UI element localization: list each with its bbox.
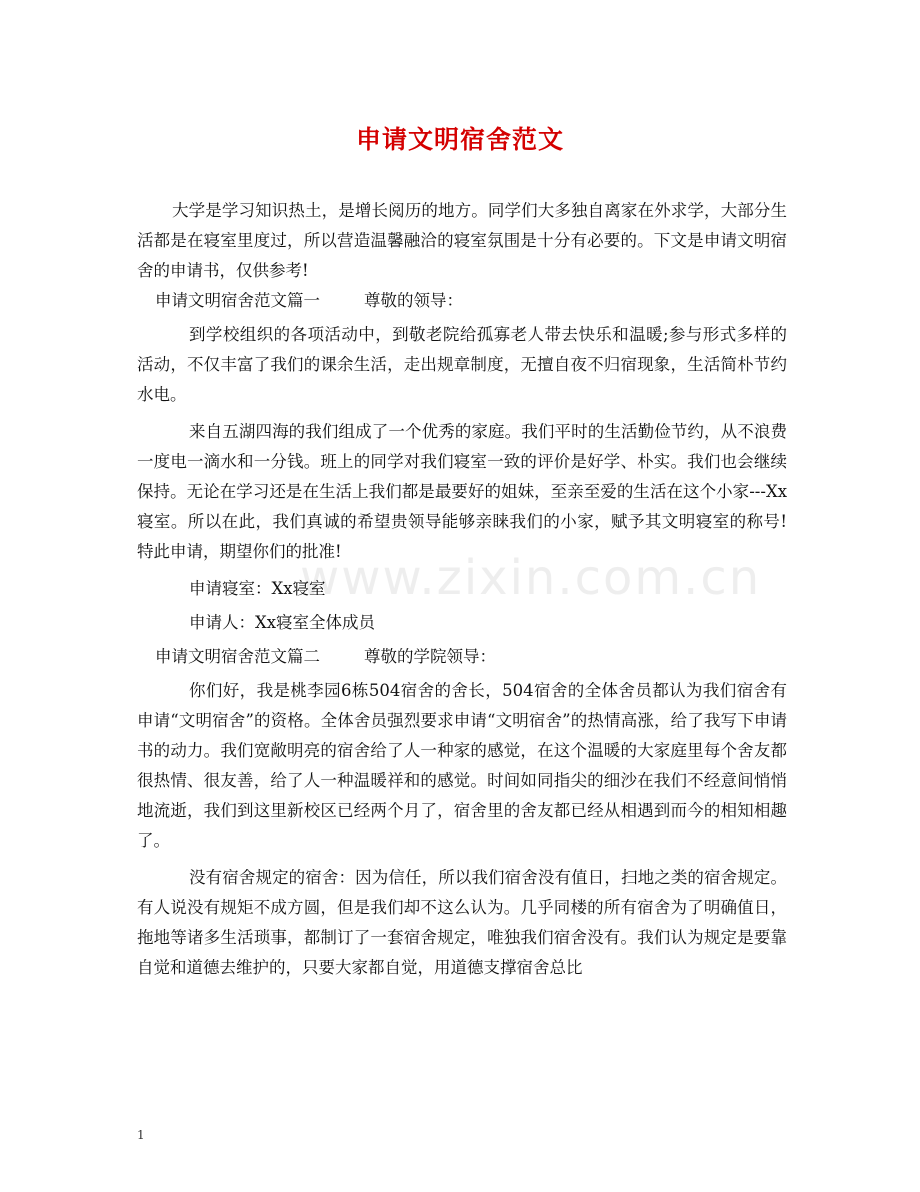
section2-heading-line [137, 642, 787, 672]
section2-heading: 申请文明宿舍范文篇二 [155, 647, 320, 666]
document-body [137, 196, 787, 990]
watermark: www.zixin.com.cn [300, 550, 762, 606]
section1-heading-line [137, 286, 787, 316]
page-number: 1 [137, 1128, 145, 1142]
section2-salutation: 尊敬的学院领导： [364, 647, 496, 666]
section2-paragraph-2: 没有宿舍规定的宿舍：因为信任，所以我们宿舍没有值日，扫地之类的宿舍规定。有人说没有规矩不成方圆，但是我们却不这么认为。几乎同楼的所有宿舍为了明确值日，拖地等诸多生活琐事，都制订了一套宿舍规定，唯独我们宿舍没有。我们认为规定是要靠自觉和道德去维护的，只要大家都自觉，用道德支撑宿舍总比 [137, 868, 787, 977]
section2-paragraph-1: 你们好，我是桃李园6栋504宿舍的舍长，504宿舍的全体舍员都认为我们宿舍有申请“文明宿舍”的资格。全体舍员强烈要求申请“文明宿舍”的热情高涨，给了我写下申请书的动力。我们宽敞明亮的宿舍给了人一种家的感觉，在这个温暖的大家庭里每个舍友都很热情、很友善，给了人一种温暖祥和的感觉。时间如同指尖的细沙在我们不经意间悄悄地流逝，我们到这里新校区已经两个月了，宿舍里的舍友都已经从相遇到而今的相知相趣了。 [137, 681, 787, 850]
section1-salutation: 尊敬的领导： [364, 291, 463, 310]
section1-paragraph-1: 到学校组织的各项活动中，到敬老院给孤寡老人带去快乐和温暖;参与形式多样的活动，不仅丰富了我们的课余生活，走出规章制度，无擅自夜不归宿现象，生活简朴节约水电。 [137, 325, 787, 404]
section1-dorm-line: 申请寝室：Xx寝室 [189, 579, 326, 598]
section1-paragraph-2: 来自五湖四海的我们组成了一个优秀的家庭。我们平时的生活勤俭节约，从不浪费一度电一滴水和一分钱。班上的同学对我们寝室一致的评价是好学、朴实。我们也会继续保持。无论在学习还是在生活上我们都是最要好的姐妹，至亲至爱的生活在这个小家---Xx寝室。所以在此，我们真诚的希望贵领导能够亲睐我们的小家，赋予其文明寝室的称号!特此申请，期望你们的批准! [137, 422, 787, 561]
document-title: 申请文明宿舍范文 [355, 125, 564, 154]
section1-heading: 申请文明宿舍范文篇一 [155, 291, 320, 310]
section1-applicant-line: 申请人：Xx寝室全体成员 [189, 613, 376, 632]
intro-paragraph: 大学是学习知识热土，是增长阅历的地方。同学们大多独自离家在外求学，大部分生活都是在寝室里度过，所以营造温馨融洽的寝室氛围是十分有必要的。下文是申请文明宿舍的申请书，仅供参考! [137, 201, 787, 280]
